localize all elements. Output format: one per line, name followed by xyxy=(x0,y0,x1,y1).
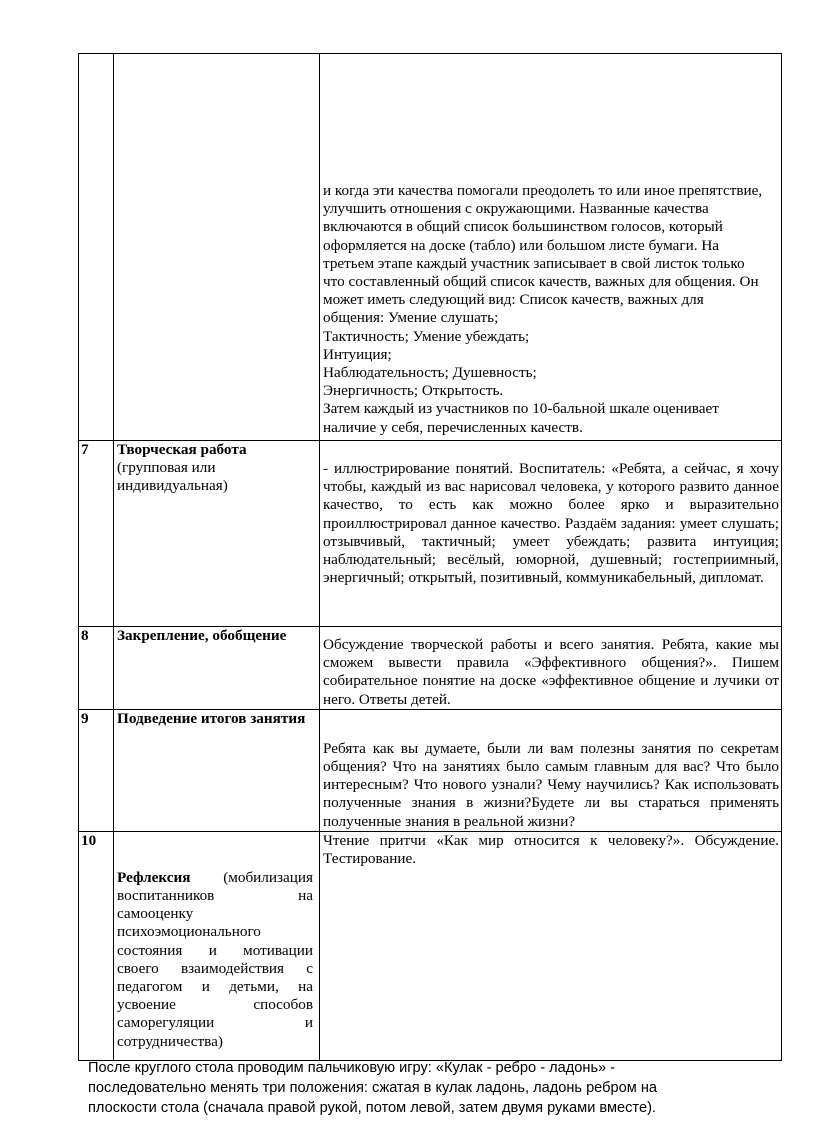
row-number xyxy=(79,54,114,441)
table-row xyxy=(79,627,782,710)
stage-note: (групповая или индивидуальная) xyxy=(117,459,228,495)
text-line: Наблюдательность; Душевность; xyxy=(323,364,537,382)
footer-line: плоскости стола (сначала правой рукой, потом левой, затем двумя руками вместе). xyxy=(88,1100,656,1116)
stage-title: Подведение итогов занятия xyxy=(117,709,306,727)
table-row xyxy=(79,831,782,1060)
text-line: улучшить отношения с окружающими. Названные качества xyxy=(323,200,709,218)
text-line: Затем каждый из участников по 10-бальной шкале оценивает xyxy=(323,400,719,418)
text-line: Тактичность; Умение убеждать; xyxy=(323,327,530,345)
stage-title: Закрепление, обобщение xyxy=(117,627,287,644)
stage-cell xyxy=(114,54,320,441)
table-row xyxy=(79,709,782,831)
text-line: включаются в общий список большинством голосов, который xyxy=(323,218,723,236)
text-line: Энергичность; Открытость. xyxy=(323,382,504,400)
content-text: Чтение притчи «Как мир относится к человеку?». Обсуждение. Тестирование. xyxy=(323,831,779,868)
content-text: Ребята как вы думаете, были ли вам полезны занятия по секретам общения? Что на занятиях было самым главным для вас? Что было интересным? Что нового узнали? Чему научились? Как использовать полученные знания в жизни?Будете ли вы стараться применять полученные знания в реальной жизни? xyxy=(323,739,779,830)
text-line: Интуиция; xyxy=(323,345,392,363)
content-cell xyxy=(320,441,782,627)
footer-line: После круглого стола проводим пальчиковую игру: «Кулак - ребро - ладонь» - xyxy=(88,1060,616,1076)
content-cell xyxy=(320,54,782,441)
stage-note: (мобилизация воспитанников на самооценку психоэмоционального состояния и мотивации своего взаимодействия с педагогом и детьми, на усвоение способов саморегуляции и сотрудничества) xyxy=(117,868,313,1050)
footer-line: последовательно менять три положения: сжатая в кулак ладонь, ладонь ребром на xyxy=(88,1080,657,1096)
text-line: оформляется на доске (табло) или большом листе бумаги. На xyxy=(323,236,720,254)
lesson-plan-table xyxy=(78,53,782,1061)
row-number: 8 xyxy=(79,627,114,710)
row-number: 10 xyxy=(79,831,114,1060)
content-cell xyxy=(320,627,782,710)
row-number: 9 xyxy=(79,709,114,831)
stage-title: Рефлексия xyxy=(117,868,191,886)
text-line: что составленный общий список качеств, важных для общения. Он xyxy=(323,273,759,291)
row-number: 7 xyxy=(79,441,114,627)
stage-cell xyxy=(114,441,320,627)
stage-cell xyxy=(114,709,320,831)
table-row xyxy=(79,54,782,441)
content-text: Обсуждение творческой работы и всего занятия. Ребята, какие мы сможем вывести правила «Эффективного общения?». Пишем собирательное понятие на доске «эффективное общение и лучики от него. Ответы детей. xyxy=(323,636,779,708)
stage-title: Творческая работа xyxy=(117,441,247,458)
text-line: общения: Умение слушать; xyxy=(323,309,499,327)
content-text: - иллюстрирование понятий. Воспитатель: «Ребята, а сейчас, я хочу чтобы, каждый из вас нарисовал человека, у которого развито данное качество, то есть как можно более ярко и выразительно проиллюстрировал данное качество. Раздаём задания: умеет слушать; отзывчивый, тактичный; умеет убеждать; развита интуиция; наблюдательный; весёлый, юморной, душевный; гостеприимный, энергичный; открытый, позитивный, коммуникабельный, дипломат. xyxy=(323,460,779,587)
text-line: наличие у себя, перечисленных качеств. xyxy=(323,418,583,436)
content-cell xyxy=(320,709,782,831)
table-row xyxy=(79,441,782,627)
text-line: и когда эти качества помогали преодолеть то или иное препятствие, xyxy=(323,182,763,199)
text-line: третьем этапе каждый участник записывает в свой листок только xyxy=(323,254,745,272)
text-line: может иметь следующий вид: Список качеств, важных для xyxy=(323,291,704,309)
stage-cell xyxy=(114,831,320,1060)
stage-cell xyxy=(114,627,320,710)
content-cell xyxy=(320,831,782,1060)
footer-paragraph xyxy=(88,1058,778,1118)
